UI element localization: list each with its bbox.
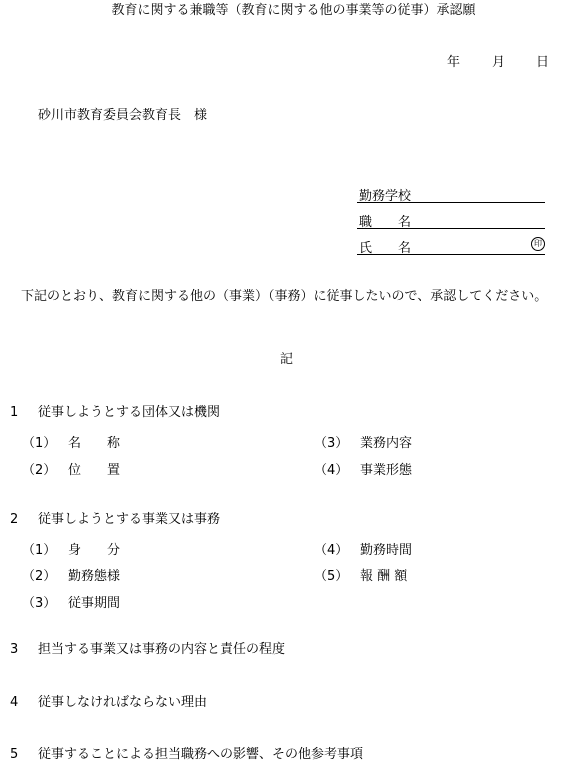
section-number: 2 bbox=[10, 512, 19, 527]
date-month: 月 bbox=[492, 55, 506, 70]
request-body: 下記のとおり、教育に関する他の（事業）（事務）に従事したいので、承認してください。 bbox=[21, 289, 548, 304]
school-label: 勤務学校 bbox=[359, 189, 412, 204]
name-field[interactable] bbox=[357, 237, 545, 255]
section-4 bbox=[10, 695, 208, 711]
section-number: 4 bbox=[10, 695, 19, 710]
position-field[interactable] bbox=[357, 211, 545, 229]
seal-icon: 印 bbox=[531, 237, 545, 251]
section-1 bbox=[10, 405, 221, 421]
section-number: 3 bbox=[10, 642, 19, 657]
name-label: 氏 名 bbox=[359, 241, 412, 256]
addressee: 砂川市教育委員会教育長 様 bbox=[38, 108, 208, 123]
section-3 bbox=[10, 642, 286, 658]
position-label: 職 名 bbox=[359, 215, 412, 230]
section-title: 従事することによる担当職務への影響、その他参考事項 bbox=[38, 747, 364, 762]
section-number: 1 bbox=[10, 405, 19, 420]
date-year: 年 bbox=[447, 55, 461, 70]
section-number: 5 bbox=[10, 747, 19, 762]
school-field[interactable] bbox=[357, 185, 545, 203]
section-2 bbox=[10, 512, 221, 528]
section-title: 従事しようとする団体又は機関 bbox=[38, 405, 221, 420]
section-5 bbox=[10, 747, 364, 763]
document-title: 教育に関する兼職等（教育に関する他の事業等の従事）承認願 bbox=[111, 3, 476, 18]
section-title: 担当する事業又は事務の内容と責任の程度 bbox=[38, 642, 286, 657]
section-title: 従事しようとする事業又は事務 bbox=[38, 512, 221, 527]
section-title: 従事しなければならない理由 bbox=[38, 695, 208, 710]
date-line bbox=[0, 55, 587, 71]
ki-heading: 記 bbox=[280, 352, 294, 367]
date-day: 日 bbox=[536, 55, 550, 70]
